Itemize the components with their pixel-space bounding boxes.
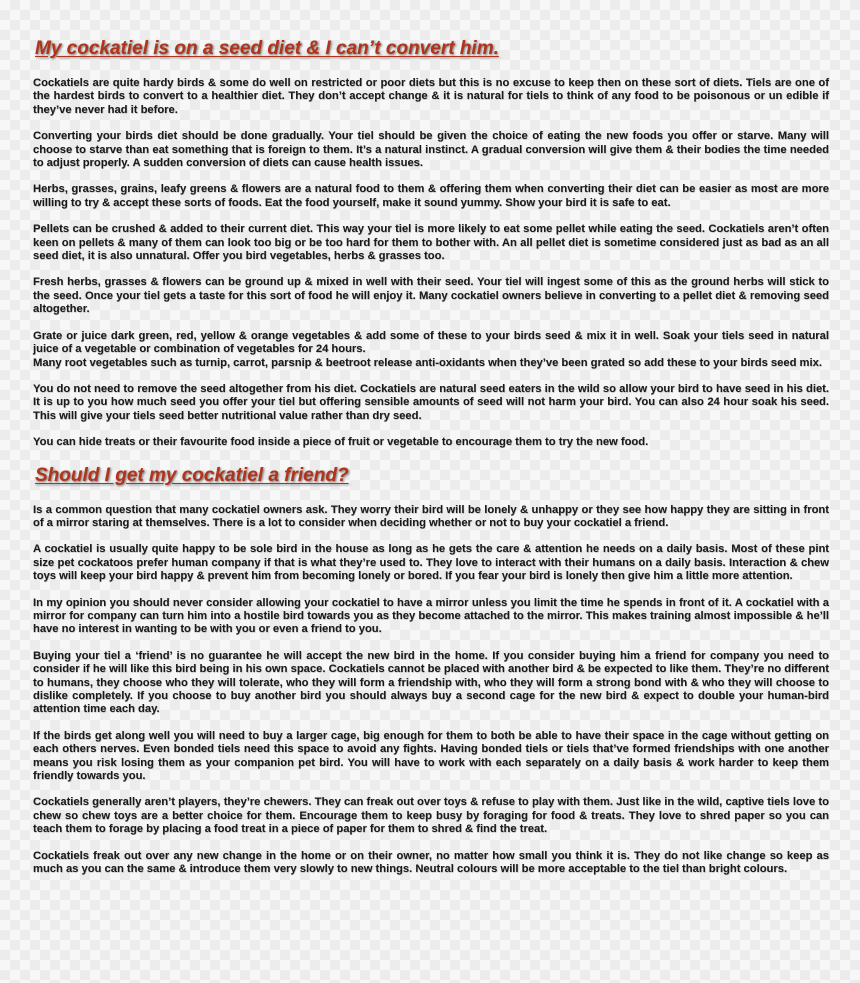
paragraph-sole-bird: A cockatiel is usually quite happy to be sole bird in the house as long as he gets the care & attention he needs on a daily basis. Most of these pint size pet cockatoos prefer human company if that is what they’re used to. They love to interact with their humans on a daily basis. Interaction & chew toys will keep your bird happy & prevent him from becoming lonely or bored. If you fear your bird is lonely then give him a little more attention.: [33, 543, 829, 583]
paragraph-converting-gradually: Converting your birds diet should be done gradually. Your tiel should be given the choice of eating the new foods you offer or starve. Many will choose to starve than eat something that is foreign to them. It’s a natural instinct. A gradual conversion will give them & their bodies the time needed to adjust properly. A sudden conversion of diets can cause health issues.: [33, 130, 829, 170]
paragraph-herbs-grasses: Herbs, grasses, grains, leafy greens & flowers are a natural food to them & offering them when converting their diet can be easier as most are more willing to try & accept these sorts of foods. Eat the food yourself, make it sound yummy. Show your bird it is safe to eat.: [33, 183, 829, 209]
paragraph-hide-treats: You can hide treats or their favourite food inside a piece of fruit or vegetable to encourage them to try the new food.: [33, 436, 649, 449]
paragraph-line: Many root vegetables such as turnip, carrot, parsnip & beetroot release anti-oxidants when they’ve been grated so add these to your birds seed mix.: [33, 356, 822, 369]
paragraph-fresh-herbs: Fresh herbs, grasses & flowers can be ground up & mixed in well with their seed. Your tiel will ingest some of this as the ground herbs will stick to the seed. Once your tiel gets a taste for this sort of food he will enjoy it. Many cockatiel owners believe in converting to a pellet diet & removing seed altogether.: [33, 276, 829, 316]
section-heading-seed-diet: My cockatiel is on a seed diet & I can’t convert him.: [35, 38, 499, 59]
paragraph-mirror: In my opinion you should never consider allowing your cockatiel to have a mirror unless you limit the time he spends in front of it. A cockatiel with a mirror for company can turn him into a hostile bird towards you as they become attached to the mirror. This makes training almost impossible & he’ll have no interest in wanting to be with you or even a friend to you.: [33, 596, 829, 636]
paragraph-new-change: Cockatiels freak out over any new change in the home or on their owner, no matter how small you think it is. They do not like change so keep as much as you can the same & introduce them very slowly to new things. Neutral colours will be more acceptable to the tiel than bright colours.: [33, 849, 829, 876]
paragraph-buying-friend: Buying your tiel a ‘friend’ is no guarantee he will accept the new bird in the home. If you consider buying him a friend for company you need to consider if he will like this bird being in his own space. Cockatiels cannot be placed with another bird & be expected to like them. They’re no different to humans, they choose who they will tolerate, who they will form a friendship with, who they will form a strong bond with & who they will choose to dislike completely. If you choose to buy another bird you should always buy a second cage for the new bird & expect to double your human-bird attention time each day.: [33, 649, 829, 716]
paragraph-grate-vegetables: [33, 330, 829, 370]
paragraph-larger-cage: If the birds get along well you will need to buy a larger cage, big enough for them to both be able to have their space in the cage without getting on each others nerves. Even bonded tiels need this space to avoid any fights. Having bonded tiels or tiels that’ve formed friendships with one another means you risk losing them as your companion pet bird. You will have to work with each separately on a daily basis & work harder to keep them friendly towards you.: [33, 729, 829, 783]
paragraph-common-question: Is a common question that many cockatiel owners ask. They worry their bird will be lonely & unhappy or they see how happy they are sitting in front of a mirror staring at themselves. There is a lot to consider when deciding whether or not to buy your cockatiel a friend.: [33, 503, 829, 529]
paragraph-seed-in-diet: You do not need to remove the seed altogether from his diet. Cockatiels are natural seed eaters in the wild so allow your bird to have seed in his diet. It is up to you how much seed you offer your tiel but offering sensible amounts of seed will not harm your bird. You can also 24 hour soak his seed. This will give your tiels seed better nutritional value rather than dry seed.: [33, 382, 829, 422]
paragraph-chewers: Cockatiels generally aren’t players, they’re chewers. They can freak out over toys & refuse to play with them. Just like in the wild, captive tiels love to chew so chew toys are a better choice for them. Encourage them to keep busy by foraging for food & treats. They love to shred paper so you can teach them to forage by placing a food treat in a piece of paper for them to shred & find the treat.: [33, 796, 829, 836]
paragraph-hardy-birds: Cockatiels are quite hardy birds & some do well on restricted or poor diets but this is no excuse to keep then on these sort of diets. Tiels are one of the hardest birds to convert to a healthier diet. They don’t accept change & it is natural for tiels to think of any food to be poisonous or un edible if they’ve never had it before.: [33, 77, 829, 116]
paragraph-line: Grate or juice dark green, red, yellow & orange vegetables & add some of these to your birds seed & mix it in well. Soak your tiels seed in natural juice of a vegetable or combination of vegetables for 24 hours.: [33, 329, 829, 356]
paragraph-pellets: Pellets can be crushed & added to their current diet. This way your tiel is more likely to eat some pellet while eating the seed. Cockatiels aren’t often keen on pellets & many of them can look too big or be too hard for them to bother with. An all pellet diet is sometime considered just as bad as an all seed diet, it is also unnatural. Offer you bird vegetables, herbs & grasses too.: [33, 223, 829, 263]
section-heading-cockatiel-friend: Should I get my cockatiel a friend?: [35, 464, 349, 486]
